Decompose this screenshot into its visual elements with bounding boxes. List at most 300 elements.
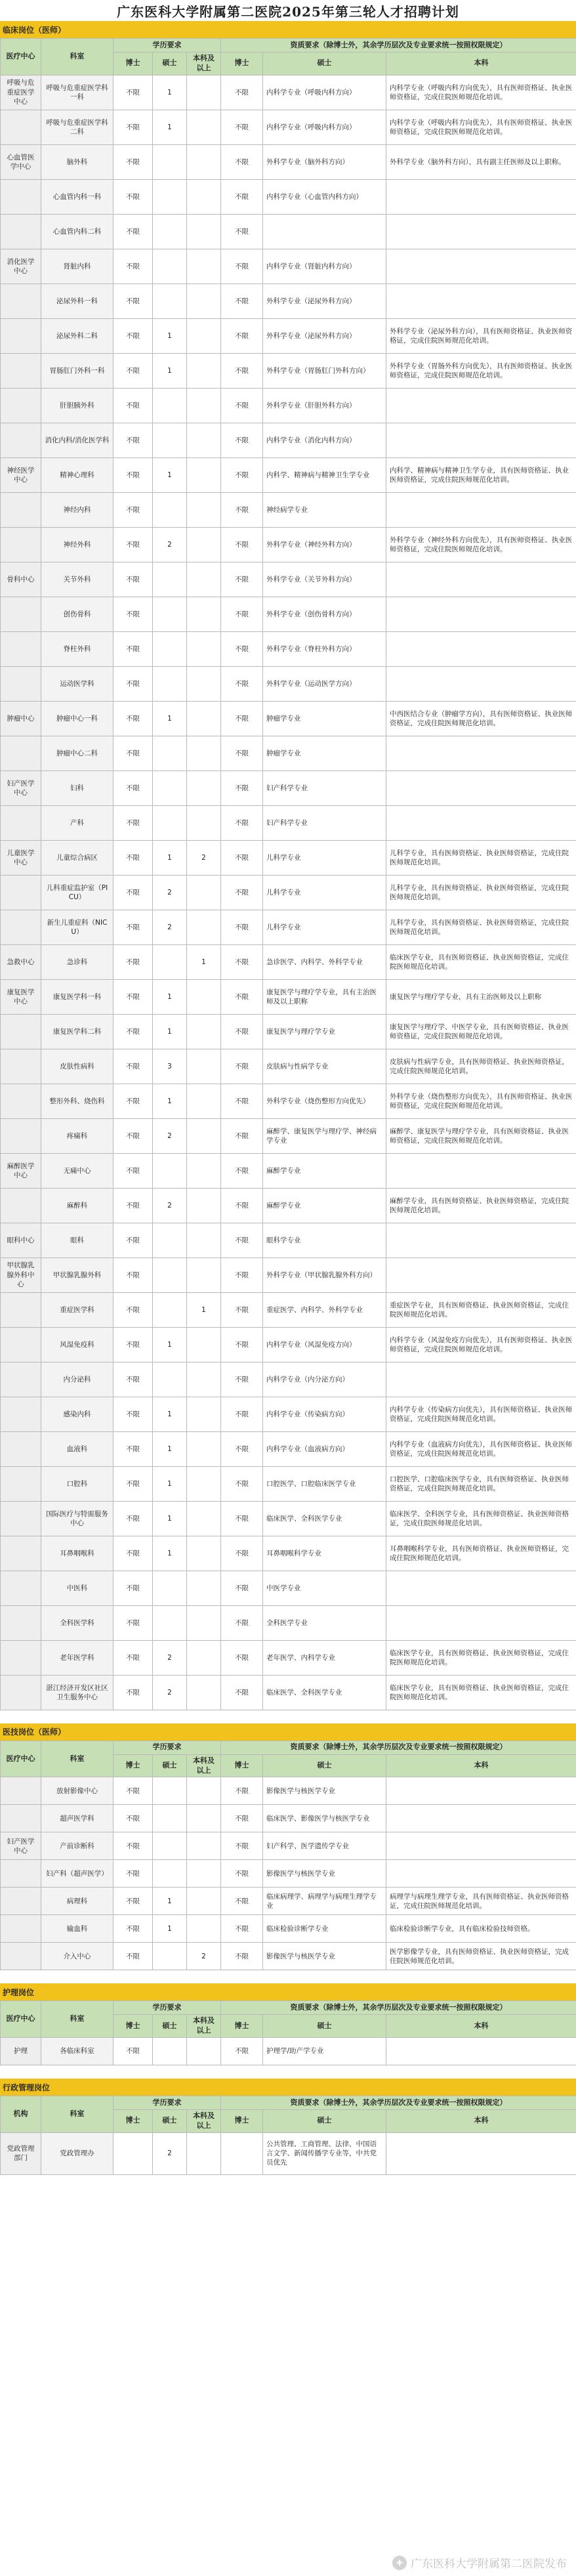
post-cell: 肿瘤中心二科: [41, 736, 113, 771]
post-cell: 皮肤性病科: [41, 1049, 113, 1084]
master-count-cell: 2: [153, 1640, 187, 1675]
master-count-cell: [153, 1805, 187, 1832]
master-count-cell: 2: [153, 527, 187, 562]
post-cell: 感染内科: [41, 1397, 113, 1431]
master-count-cell: 2: [153, 1188, 187, 1223]
phd-count-cell: 不限: [113, 1118, 153, 1153]
phd-count-cell: 不限: [113, 597, 153, 631]
bachelor-requirement-cell: [386, 492, 576, 527]
post-cell: 心血管内科二科: [41, 214, 113, 249]
header-zizhi: 资质要求（除博士外，其余学历层次及专业要求统一按照权限规定）: [221, 39, 576, 53]
phd-count-cell: 不限: [113, 2038, 153, 2065]
master-count-cell: [153, 388, 187, 423]
table-row: [1, 1605, 576, 1640]
post-cell: 消化内科/消化医学科: [41, 423, 113, 457]
bachelor-count-cell: [187, 492, 221, 527]
header-phd: 博士: [113, 2015, 153, 2038]
master-count-cell: [153, 597, 187, 631]
header-bachelor-req: 本科: [386, 53, 576, 75]
master-count-cell: [153, 144, 187, 179]
table-row: [1, 214, 576, 249]
dept-cell: [1, 805, 41, 840]
master-requirement-cell: 妇产科学专业: [263, 805, 386, 840]
master-requirement-cell: 儿科学专业: [263, 910, 386, 944]
phd-count-cell: 不限: [113, 771, 153, 805]
post-cell: 肿瘤中心一科: [41, 701, 113, 736]
dept-cell: [1, 1860, 41, 1888]
bachelor-count-cell: [187, 1362, 221, 1397]
phd-count-cell: 不限: [113, 666, 153, 701]
post-cell: 超声医学科: [41, 1805, 113, 1832]
phd-requirement-cell: 不限: [221, 1188, 263, 1223]
phd-requirement-cell: 不限: [221, 1466, 263, 1501]
header-zizhi: 资质要求（除博士外，其余学历层次及专业要求统一按照权限规定）: [221, 2096, 576, 2110]
bachelor-requirement-cell: 临床医学专业，具有医师资格证、执业医师资格证，完成住院医师规范化培训。: [386, 1640, 576, 1675]
dept-cell: [1, 1049, 41, 1084]
table-row: [1, 1292, 576, 1327]
bachelor-requirement-cell: [386, 179, 576, 214]
bachelor-count-cell: [187, 1915, 221, 1943]
table-row: [1, 701, 576, 736]
dept-cell: [1, 1640, 41, 1675]
table-row: [1, 284, 576, 318]
table-row: [1, 1888, 576, 1915]
bachelor-requirement-cell: [386, 388, 576, 423]
master-requirement-cell: 康复医学与理疗学专业: [263, 1014, 386, 1049]
phd-requirement-cell: 不限: [221, 527, 263, 562]
phd-requirement-cell: 不限: [221, 179, 263, 214]
dept-cell: [1, 423, 41, 457]
dept-cell: [1, 1362, 41, 1397]
table-row: [1, 1153, 576, 1188]
table-row: [1, 2132, 576, 2174]
bachelor-requirement-cell: 外科学专业（烧伤整形方向优先），具有医师资格证、执业医师资格证，完成住院医师规范化培训。: [386, 1084, 576, 1118]
phd-count-cell: 不限: [113, 1084, 153, 1118]
dept-cell: [1, 1327, 41, 1362]
phd-requirement-cell: 不限: [221, 1397, 263, 1431]
dept-cell: [1, 1605, 41, 1640]
post-cell: 疼痛科: [41, 1118, 113, 1153]
table-row: [1, 736, 576, 771]
header-phd: 博士: [113, 1754, 153, 1777]
table-row: [1, 597, 576, 631]
master-requirement-cell: 肿瘤学专业: [263, 736, 386, 771]
bachelor-count-cell: [187, 2132, 221, 2174]
dept-cell: 妇产医学中心: [1, 771, 41, 805]
master-requirement-cell: 外科学专业（创伤骨科方向）: [263, 597, 386, 631]
bachelor-requirement-cell: 临床医学专业，具有医师资格证、执业医师资格证，完成住院医师规范化培训。: [386, 1675, 576, 1710]
bachelor-requirement-cell: 外科学专业（泌尿外科方向），具有医师资格证、执业医师资格证，完成住院医师规范化培训。: [386, 318, 576, 353]
phd-count-cell: 不限: [113, 1188, 153, 1223]
phd-requirement-cell: 不限: [221, 318, 263, 353]
header-phd: 博士: [113, 2110, 153, 2133]
phd-requirement-cell: 不限: [221, 910, 263, 944]
table-row: [1, 110, 576, 144]
phd-requirement-cell: 不限: [221, 2038, 263, 2065]
phd-count-cell: 不限: [113, 214, 153, 249]
phd-requirement-cell: 不限: [221, 944, 263, 979]
dept-cell: [1, 736, 41, 771]
bachelor-requirement-cell: [386, 2132, 576, 2174]
dept-cell: 眼科中心: [1, 1223, 41, 1257]
post-cell: 运动医学科: [41, 666, 113, 701]
post-cell: 耳鼻咽喉科: [41, 1536, 113, 1571]
master-requirement-cell: 神经病学专业: [263, 492, 386, 527]
phd-requirement-cell: 不限: [221, 1118, 263, 1153]
header-post: 科室: [41, 2096, 113, 2133]
phd-count-cell: 不限: [113, 284, 153, 318]
bachelor-requirement-cell: 儿科学专业，具有医师资格证、执业医师资格证，完成住院医师规范化培训。: [386, 910, 576, 944]
bachelor-count-cell: [187, 110, 221, 144]
bachelor-count-cell: [187, 2038, 221, 2065]
post-cell: 风湿免疫科: [41, 1327, 113, 1362]
phd-count-cell: 不限: [113, 1860, 153, 1888]
master-requirement-cell: 影像医学与核医学专业: [263, 1860, 386, 1888]
table-admin: [0, 2096, 576, 2175]
master-requirement-cell: 麻醉学专业: [263, 1153, 386, 1188]
post-cell: 呼吸与危重症医学科二科: [41, 110, 113, 144]
phd-count-cell: 不限: [113, 979, 153, 1014]
dept-cell: [1, 353, 41, 388]
page-title: 广东医科大学附属第二医院2025年第三轮人才招聘计划: [117, 3, 459, 20]
header-master: 硕士: [153, 2110, 187, 2133]
master-count-cell: 1: [153, 979, 187, 1014]
phd-requirement-cell: 不限: [221, 701, 263, 736]
phd-requirement-cell: 不限: [221, 1257, 263, 1292]
bachelor-requirement-cell: [386, 597, 576, 631]
phd-count-cell: 不限: [113, 1466, 153, 1501]
table-row: [1, 1084, 576, 1118]
bachelor-requirement-cell: 麻醉学专业，具有医师资格证、执业医师资格证，完成住院医师规范化培训。: [386, 1188, 576, 1223]
phd-count-cell: 不限: [113, 1605, 153, 1640]
header-bachelor: 本科及以上: [187, 2110, 221, 2133]
bachelor-count-cell: [187, 179, 221, 214]
table-row: [1, 1327, 576, 1362]
master-requirement-cell: 妇产科学专业: [263, 771, 386, 805]
master-requirement-cell: 临床病理学、病理学与病理生理学专业: [263, 1888, 386, 1915]
bachelor-count-cell: [187, 214, 221, 249]
header-zizhi: 资质要求（除博士外，其余学历层次及专业要求统一按照权限规定）: [221, 2001, 576, 2015]
header-post: 科室: [41, 1741, 113, 1777]
post-cell: 精神心理科: [41, 457, 113, 492]
master-count-cell: [153, 805, 187, 840]
table-row: [1, 318, 576, 353]
header-master: 硕士: [153, 2015, 187, 2038]
bachelor-count-cell: [187, 1257, 221, 1292]
post-cell: 口腔科: [41, 1466, 113, 1501]
phd-requirement-cell: 不限: [221, 1536, 263, 1571]
phd-requirement-cell: 不限: [221, 1014, 263, 1049]
phd-count-cell: 不限: [113, 1571, 153, 1605]
header-bachelor: 本科及以上: [187, 1754, 221, 1777]
master-requirement-cell: 内科学专业（肾脏内科方向）: [263, 249, 386, 284]
table-row: [1, 1943, 576, 1970]
phd-count-cell: 不限: [113, 631, 153, 666]
bachelor-count-cell: [187, 1153, 221, 1188]
post-cell: 神经内科: [41, 492, 113, 527]
master-count-cell: [153, 1571, 187, 1605]
phd-count-cell: 不限: [113, 492, 153, 527]
dept-cell: [1, 1915, 41, 1943]
section-gap: [0, 1710, 576, 1723]
header-bachelor-req: 本科: [386, 2110, 576, 2133]
table-medtech: [0, 1741, 576, 1971]
header-dept: 医疗中心: [1, 1741, 41, 1777]
dept-cell: 肿瘤中心: [1, 701, 41, 736]
table-row: [1, 1536, 576, 1571]
post-cell: 党政管理办: [41, 2132, 113, 2174]
bachelor-count-cell: [187, 1223, 221, 1257]
bachelor-requirement-cell: 病理学与病理生理学专业，具有医师资格证、执业医师资格证，完成住院医师规范化培训。: [386, 1888, 576, 1915]
bachelor-count-cell: [187, 249, 221, 284]
master-count-cell: 1: [153, 75, 187, 110]
bachelor-count-cell: [187, 597, 221, 631]
bachelor-requirement-cell: 临床检验诊断学专业，具有临床检验技师资格。: [386, 1915, 576, 1943]
bachelor-requirement-cell: 内科学专业（血液病方向优先），具有医师资格证、执业医师资格证，完成住院医师规范化培训。: [386, 1431, 576, 1466]
dept-cell: [1, 1501, 41, 1536]
master-requirement-cell: 内科学专业（心血管内科方向）: [263, 179, 386, 214]
master-count-cell: [153, 1860, 187, 1888]
master-count-cell: [153, 179, 187, 214]
phd-count-cell: 不限: [113, 1915, 153, 1943]
phd-requirement-cell: 不限: [221, 1860, 263, 1888]
bachelor-requirement-cell: [386, 1605, 576, 1640]
master-requirement-cell: 内科学专业（内分泌方向）: [263, 1362, 386, 1397]
dept-cell: 骨科中心: [1, 562, 41, 597]
master-requirement-cell: 公共管理、工商管理、法律、中国语言文学、新闻传播学专业等，中共党员优先: [263, 2132, 386, 2174]
dept-cell: [1, 1675, 41, 1710]
bachelor-requirement-cell: [386, 1223, 576, 1257]
master-requirement-cell: 临床医学、影像医学与核医学专业: [263, 1805, 386, 1832]
table-row: [1, 179, 576, 214]
table-row: [1, 353, 576, 388]
phd-requirement-cell: 不限: [221, 631, 263, 666]
table-row: [1, 144, 576, 179]
phd-count-cell: 不限: [113, 1943, 153, 1970]
dept-cell: [1, 1014, 41, 1049]
master-count-cell: [153, 631, 187, 666]
dept-cell: [1, 388, 41, 423]
bachelor-requirement-cell: 康复医学与理疗学、中医学专业，具有医师资格证、执业医师资格证，完成住院医师规范化培训。: [386, 1014, 576, 1049]
bachelor-requirement-cell: [386, 1571, 576, 1605]
master-requirement-cell: 麻醉学、康复医学与理疗学、神经病学专业: [263, 1118, 386, 1153]
post-cell: 麻醉科: [41, 1188, 113, 1223]
master-count-cell: 1: [153, 457, 187, 492]
master-requirement-cell: [263, 214, 386, 249]
phd-count-cell: 不限: [113, 249, 153, 284]
bachelor-requirement-cell: 内科学专业（风湿免疫方向优先），具有医师资格证、执业医师资格证，完成住院医师规范化培训。: [386, 1327, 576, 1362]
post-cell: 放射影像中心: [41, 1777, 113, 1805]
dept-cell: 党政管理部门: [1, 2132, 41, 2174]
phd-requirement-cell: 不限: [221, 144, 263, 179]
phd-count-cell: 不限: [113, 144, 153, 179]
phd-requirement-cell: 不限: [221, 1501, 263, 1536]
dept-cell: [1, 597, 41, 631]
table-row: [1, 562, 576, 597]
table-row: [1, 1832, 576, 1860]
bachelor-count-cell: [187, 1188, 221, 1223]
master-count-cell: 3: [153, 1049, 187, 1084]
bachelor-requirement-cell: [386, 666, 576, 701]
master-requirement-cell: 内科学专业（风湿免疫方向）: [263, 1327, 386, 1362]
phd-count-cell: 不限: [113, 1292, 153, 1327]
bachelor-requirement-cell: 外科学专业（神经外科方向优先），具有医师资格证、执业医师资格证，完成住院医师规范化培训。: [386, 527, 576, 562]
master-requirement-cell: 口腔医学、口腔临床医学专业: [263, 1466, 386, 1501]
master-requirement-cell: 内科学、精神病与精神卫生学专业: [263, 457, 386, 492]
master-count-cell: [153, 1605, 187, 1640]
phd-requirement-cell: 不限: [221, 1431, 263, 1466]
table-row: [1, 771, 576, 805]
phd-count-cell: 不限: [113, 388, 153, 423]
phd-count-cell: 不限: [113, 875, 153, 910]
table-row: [1, 388, 576, 423]
post-cell: 眼科: [41, 1223, 113, 1257]
bachelor-requirement-cell: 医学影像学专业，具有医师资格证、执业医师资格证，完成住院医师规范化培训。: [386, 1943, 576, 1970]
post-cell: 儿童综合病区: [41, 840, 113, 875]
phd-count-cell: 不限: [113, 318, 153, 353]
dept-cell: [1, 875, 41, 910]
header-zizhi: 资质要求（除博士外，其余学历层次及专业要求统一按照权限规定）: [221, 1741, 576, 1754]
dept-cell: 急救中心: [1, 944, 41, 979]
post-cell: 泌尿外科一科: [41, 284, 113, 318]
table-row: [1, 1223, 576, 1257]
phd-requirement-cell: 不限: [221, 1223, 263, 1257]
table-body-clinical: [1, 75, 576, 1710]
bachelor-requirement-cell: 内科学专业（呼吸内科方向优先），具有医师资格证、执业医师资格证，完成住院医师规范化培训。: [386, 75, 576, 110]
phd-requirement-cell: 不限: [221, 1888, 263, 1915]
table-row: [1, 840, 576, 875]
master-requirement-cell: 内科学专业（消化内科方向）: [263, 423, 386, 457]
master-requirement-cell: 全科医学专业: [263, 1605, 386, 1640]
bachelor-requirement-cell: 临床医学、全科医学专业，具有医师资格证、执业医师资格证，完成住院医师规范化培训。: [386, 1501, 576, 1536]
phd-count-cell: 不限: [113, 457, 153, 492]
dept-cell: 呼吸与危重症医学中心: [1, 75, 41, 110]
master-count-cell: 1: [153, 110, 187, 144]
dept-cell: [1, 1943, 41, 1970]
dept-cell: [1, 1536, 41, 1571]
bachelor-count-cell: [187, 979, 221, 1014]
post-cell: 肝胆胰外科: [41, 388, 113, 423]
bachelor-count-cell: [187, 771, 221, 805]
post-cell: 重症医学科: [41, 1292, 113, 1327]
master-count-cell: 1: [153, 1431, 187, 1466]
master-count-cell: 2: [153, 1118, 187, 1153]
post-cell: 呼吸与危重症医学科一科: [41, 75, 113, 110]
table-row: [1, 875, 576, 910]
table-row: [1, 1049, 576, 1084]
dept-cell: 儿童医学中心: [1, 840, 41, 875]
table-row: [1, 1014, 576, 1049]
post-cell: 神经外科: [41, 527, 113, 562]
post-cell: 整形外科、烧伤科: [41, 1084, 113, 1118]
master-count-cell: [153, 284, 187, 318]
header-bachelor-req: 本科: [386, 2015, 576, 2038]
post-cell: 湛江经济开发区社区卫生服务中心: [41, 1675, 113, 1710]
master-count-cell: 2: [153, 1675, 187, 1710]
phd-count-cell: 不限: [113, 562, 153, 597]
bachelor-requirement-cell: [386, 214, 576, 249]
bachelor-requirement-cell: [386, 249, 576, 284]
bachelor-count-cell: [187, 736, 221, 771]
header-dept: 机构: [1, 2096, 41, 2133]
bachelor-count-cell: [187, 562, 221, 597]
dept-cell: [1, 527, 41, 562]
section-gap: [0, 2065, 576, 2079]
master-count-cell: [153, 944, 187, 979]
table-row: [1, 631, 576, 666]
master-requirement-cell: 康复医学与理疗学专业，具有主治医师及以上职称: [263, 979, 386, 1014]
bachelor-requirement-cell: 康复医学与理疗学专业，具有主治医师及以上职称: [386, 979, 576, 1014]
hospital-logo-icon: ✚: [392, 2556, 407, 2570]
bachelor-count-cell: [187, 457, 221, 492]
header-phd-req: 博士: [221, 2110, 263, 2133]
master-requirement-cell: 眼科学专业: [263, 1223, 386, 1257]
dept-cell: [1, 1888, 41, 1915]
master-requirement-cell: 外科学专业（关节外科方向）: [263, 562, 386, 597]
header-master: 硕士: [153, 1754, 187, 1777]
post-cell: 中医科: [41, 1571, 113, 1605]
phd-requirement-cell: 不限: [221, 388, 263, 423]
bachelor-requirement-cell: [386, 771, 576, 805]
bachelor-count-cell: [187, 144, 221, 179]
bachelor-count-cell: [187, 1777, 221, 1805]
bachelor-requirement-cell: [386, 1860, 576, 1888]
master-requirement-cell: 外科学专业（脊柱外科方向）: [263, 631, 386, 666]
post-cell: 急诊科: [41, 944, 113, 979]
phd-count-cell: 不限: [113, 1675, 153, 1710]
phd-requirement-cell: 不限: [221, 771, 263, 805]
bachelor-requirement-cell: 内科学专业（传染病方向优先），具有医师资格证、执业医师资格证，完成住院医师规范化培训。: [386, 1397, 576, 1431]
phd-count-cell: 不限: [113, 1431, 153, 1466]
master-requirement-cell: 重症医学、内科学、外科学专业: [263, 1292, 386, 1327]
phd-count-cell: 不限: [113, 736, 153, 771]
post-cell: 各临床科室: [41, 2038, 113, 2065]
bachelor-count-cell: [187, 388, 221, 423]
post-cell: 泌尿外科二科: [41, 318, 113, 353]
dept-cell: 消化医学中心: [1, 249, 41, 284]
master-count-cell: [153, 1362, 187, 1397]
master-count-cell: [153, 2038, 187, 2065]
watermark-text: 广东医科大学附属第二医院发布: [411, 2558, 567, 2571]
master-requirement-cell: 护理学/助产学专业: [263, 2038, 386, 2065]
phd-count-cell: 不限: [113, 1362, 153, 1397]
phd-requirement-cell: 不限: [221, 1915, 263, 1943]
master-requirement-cell: 内科学专业（传染病方向）: [263, 1397, 386, 1431]
bachelor-count-cell: [187, 1431, 221, 1466]
phd-count-cell: 不限: [113, 1805, 153, 1832]
header-xueli: 学历要求: [113, 2096, 221, 2110]
header-master-req: 硕士: [263, 53, 386, 75]
dept-cell: [1, 1188, 41, 1223]
phd-count-cell: 不限: [113, 179, 153, 214]
phd-requirement-cell: [221, 2132, 263, 2174]
master-count-cell: [153, 666, 187, 701]
master-requirement-cell: 外科学专业（泌尿外科方向）: [263, 284, 386, 318]
master-count-cell: 1: [153, 1501, 187, 1536]
bachelor-count-cell: [187, 284, 221, 318]
bachelor-requirement-cell: [386, 562, 576, 597]
dept-cell: [1, 318, 41, 353]
post-cell: 全科医学科: [41, 1605, 113, 1640]
table-row: [1, 1118, 576, 1153]
table-row: [1, 1257, 576, 1292]
phd-requirement-cell: 不限: [221, 597, 263, 631]
post-cell: 介入中心: [41, 1943, 113, 1970]
master-requirement-cell: 影像医学与核医学专业: [263, 1943, 386, 1970]
phd-requirement-cell: 不限: [221, 110, 263, 144]
bachelor-count-cell: [187, 1805, 221, 1832]
bachelor-count-cell: [187, 423, 221, 457]
